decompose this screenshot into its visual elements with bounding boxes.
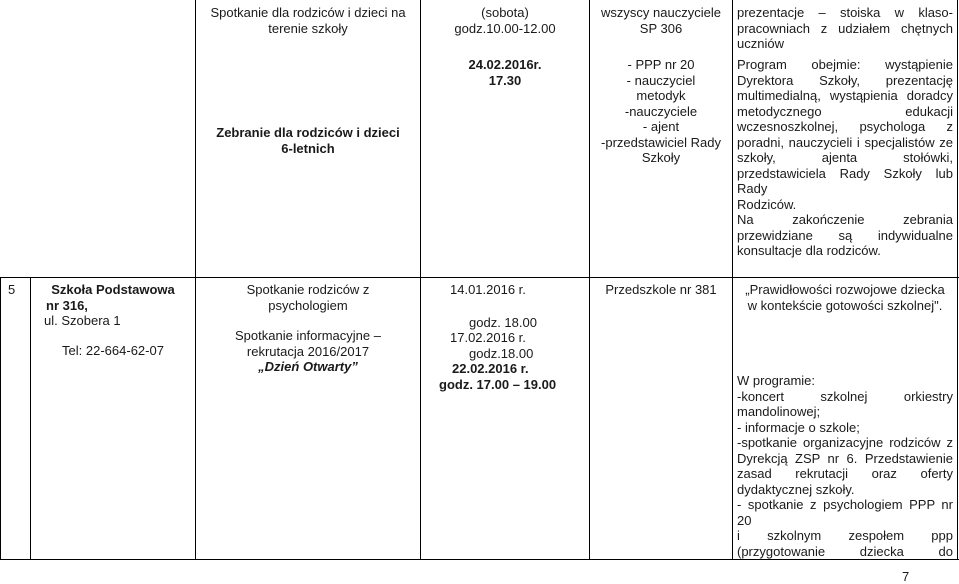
people-line: -przedstawiciel Rady: [601, 134, 721, 150]
program-line: - informacje o szkole;: [737, 419, 860, 435]
row-number-text: 5: [8, 282, 16, 297]
prev-activity-2: [210, 125, 406, 156]
description-line: szkoły, ajenta stołówki,: [737, 150, 953, 165]
partner-name: Przedszkole nr 381: [605, 282, 717, 297]
program-line: i szkolnym zespołem ppp: [737, 528, 953, 543]
row-number: [8, 282, 28, 298]
lecture-title: „Prawidłowości rozwojowe dziecka: [745, 282, 945, 297]
time-line: godz. 17.00 – 19.00: [439, 376, 557, 392]
program-line: dydaktycznej szkoły.: [737, 481, 855, 497]
program-line: zasad rekrutacji oraz oferty: [737, 466, 953, 481]
col-divider-4: [589, 0, 590, 560]
row5-partner: [591, 282, 731, 298]
prev-people-1: [591, 5, 731, 36]
description-line: Rodziców.: [737, 196, 797, 212]
description-line: wczesnoszkolnej, psychologa z: [737, 119, 953, 134]
time-line: godz.10.00-12.00: [454, 20, 556, 36]
date-line: 14.01.2016 r.: [450, 282, 526, 297]
date-line: (sobota): [481, 5, 529, 20]
description-line: przewidziane są indywidualne: [737, 227, 953, 243]
row5-activities: [198, 282, 418, 375]
activity-text: Spotkanie dla rodziców i dzieci na terenie szkoły: [210, 5, 406, 36]
date-line: 22.02.2016 r.: [452, 361, 529, 376]
people-line: wszyscy nauczyciele: [601, 5, 721, 20]
col-divider-5: [732, 0, 733, 560]
people-line: SP 306: [639, 20, 683, 36]
prev-date-2: [422, 57, 588, 88]
people-line: metodyk: [636, 88, 686, 103]
time-line: 17.30: [488, 72, 522, 88]
program-line: -spotkanie organizacyjne rodziców z: [737, 435, 953, 450]
school-phone: Tel: 22-664-62-07: [62, 342, 164, 358]
description-line: konsultacje dla rodziców.: [737, 243, 881, 258]
description-line: przedstawiciela Rady Szkoły lub Rady: [737, 165, 953, 196]
description-line: Program obejmie: wystąpienie: [737, 57, 953, 72]
col-divider-3: [420, 0, 421, 560]
row-divider-top: [0, 277, 959, 278]
school-street: ul. Szobera 1: [44, 313, 121, 328]
people-line: Szkoły: [641, 150, 681, 165]
activity-line: Spotkanie rodziców z: [246, 282, 370, 297]
people-line: -nauczyciele: [624, 103, 698, 119]
school-info: [32, 282, 194, 358]
activity-line: rekrutacja 2016/2017: [246, 343, 370, 359]
program-line: Dyrekcją ZSP nr 6. Przedstawienie: [737, 450, 953, 466]
description-line: pracowniach z udziałem chętnych: [737, 20, 953, 36]
school-name: Szkoła Podstawowa: [51, 282, 175, 297]
description-line: metodycznego edukacji: [737, 103, 953, 119]
people-line: - nauczyciel: [626, 72, 696, 88]
school-number: nr 316,: [46, 297, 88, 313]
description-line: poradni, nauczycieli i specjalistów ze: [737, 134, 953, 150]
table-left-border: [0, 277, 1, 560]
row5-dates: [439, 282, 588, 392]
program-line: mandolinowej;: [737, 404, 821, 419]
col-divider-1: [30, 277, 31, 560]
date-line: 24.02.2016r.: [468, 57, 542, 72]
prev-activity-1: [198, 5, 418, 36]
date-line: 17.02.2016 r.: [450, 330, 526, 345]
description-line: Na zakończenie zebrania: [737, 212, 953, 227]
table-bottom-border: [0, 559, 959, 560]
description-line: multimedialną, wystąpienia doradcy: [737, 88, 953, 103]
program-line: - spotkanie z psychologiem PPP nr 20: [737, 497, 953, 528]
description-line: uczniów: [737, 36, 784, 51]
col-divider-2: [195, 0, 196, 560]
people-line: - PPP nr 20: [627, 57, 695, 72]
page-number: 7: [902, 569, 910, 584]
people-line: - ajent: [642, 119, 680, 134]
activity-line: psychologiem: [268, 297, 348, 313]
open-day-label: „Dzień Otwarty”: [258, 359, 358, 374]
row5-description: [737, 282, 953, 559]
time-line: godz. 18.00: [469, 314, 537, 330]
lecture-title: w kontekście gotowości szkolnej".: [747, 297, 943, 313]
program-line: W programie:: [737, 373, 816, 388]
prev-date-1: [422, 5, 588, 36]
prev-description-2: [737, 57, 953, 259]
prev-description-1: [737, 5, 953, 52]
activity-line: Spotkanie informacyjne –: [235, 328, 381, 343]
activity-text: Zebranie dla rodziców i dzieci 6-letnich: [216, 125, 400, 156]
program-line: -koncert szkolnej orkiestry: [737, 388, 953, 404]
table-right-border: [957, 0, 958, 560]
description-line: Dyrektora Szkoły, prezentację: [737, 72, 953, 88]
description-line: prezentacje – stoiska w klaso-: [737, 5, 953, 20]
program-line: (przygotowanie dziecka do: [737, 543, 953, 559]
prev-people-2: [591, 57, 731, 166]
time-line: godz.18.00: [469, 345, 534, 361]
